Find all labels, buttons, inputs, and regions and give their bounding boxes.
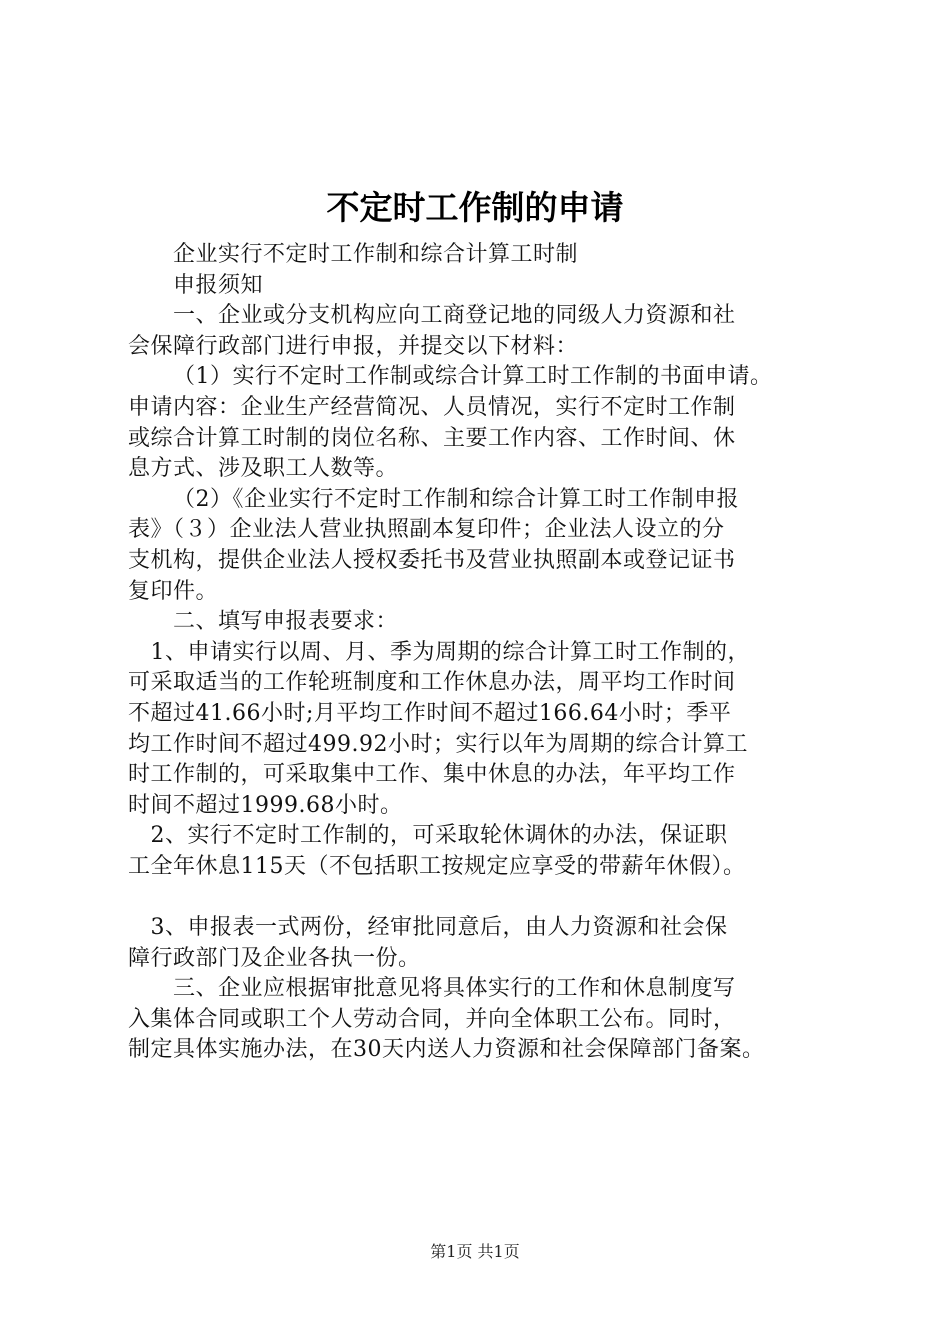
- body-line: 三、企业应根据审批意见将具体实行的工作和休息制度写: [128, 976, 736, 1002]
- body-line: 时间不超过1999.68小时。: [128, 792, 403, 818]
- body-line: 不超过41.66小时;月平均工作时间不超过166.64小时；季平: [128, 700, 732, 726]
- body-line: 入集体合同或职工个人劳动合同，并向全体职工公布。同时，: [128, 1006, 736, 1032]
- body-line: 均工作时间不超过499.92小时；实行以年为周期的综合计算工: [128, 731, 748, 757]
- body-line: 2、实行不定时工作制的，可采取轮休调休的办法，保证职: [128, 823, 728, 849]
- document-body: [128, 240, 850, 1066]
- body-line: 企业实行不定时工作制和综合计算工时制: [128, 242, 578, 267]
- body-line: 工全年休息115天（不包括职工按规定应享受的带薪年休假）。: [128, 853, 746, 879]
- document-title: 不定时工作制的申请: [326, 188, 624, 227]
- page-footer: 第1页 共1页: [430, 1242, 520, 1261]
- body-line: 一、企业或分支机构应向工商登记地的同级人力资源和社: [128, 303, 736, 329]
- body-line: 息方式、涉及职工人数等。: [128, 456, 399, 482]
- body-line: 二、填写申报表要求：: [128, 609, 398, 635]
- body-line: 会保障行政部门进行申报，并提交以下材料：: [128, 333, 579, 359]
- body-line: 申请内容：企业生产经营简况、人员情况，实行不定时工作制: [128, 394, 736, 420]
- body-line: 可采取适当的工作轮班制度和工作休息办法，周平均工作时间: [128, 670, 736, 696]
- body-line: 时工作制的，可采取集中工作、集中休息的办法，年平均工作: [128, 762, 736, 788]
- body-line: 或综合计算工时制的岗位名称、主要工作内容、工作时间、休: [128, 425, 736, 451]
- body-line: 1、申请实行以周、月、季为周期的综合计算工时工作制的，: [128, 639, 750, 665]
- body-line: 表》（３）企业法人营业执照副本复印件；企业法人设立的分: [128, 517, 725, 543]
- body-line: （2）《企业实行不定时工作制和综合计算工时工作制申报: [128, 486, 739, 512]
- body-line: 障行政部门及企业各执一份。: [128, 945, 421, 971]
- body-line: 支机构，提供企业法人授权委托书及营业执照副本或登记证书: [128, 547, 736, 573]
- body-line: （1）实行不定时工作制或综合计算工时工作制的书面申请。: [128, 364, 773, 390]
- body-line: 复印件。: [128, 578, 219, 604]
- body-line: 申报须知: [128, 272, 263, 298]
- body-line: [128, 882, 850, 913]
- body-line: 制定具体实施办法，在30天内送人力资源和社会保障部门备案。: [128, 1037, 765, 1063]
- body-line: 3、申报表一式两份，经审批同意后，由人力资源和社会保: [128, 915, 728, 941]
